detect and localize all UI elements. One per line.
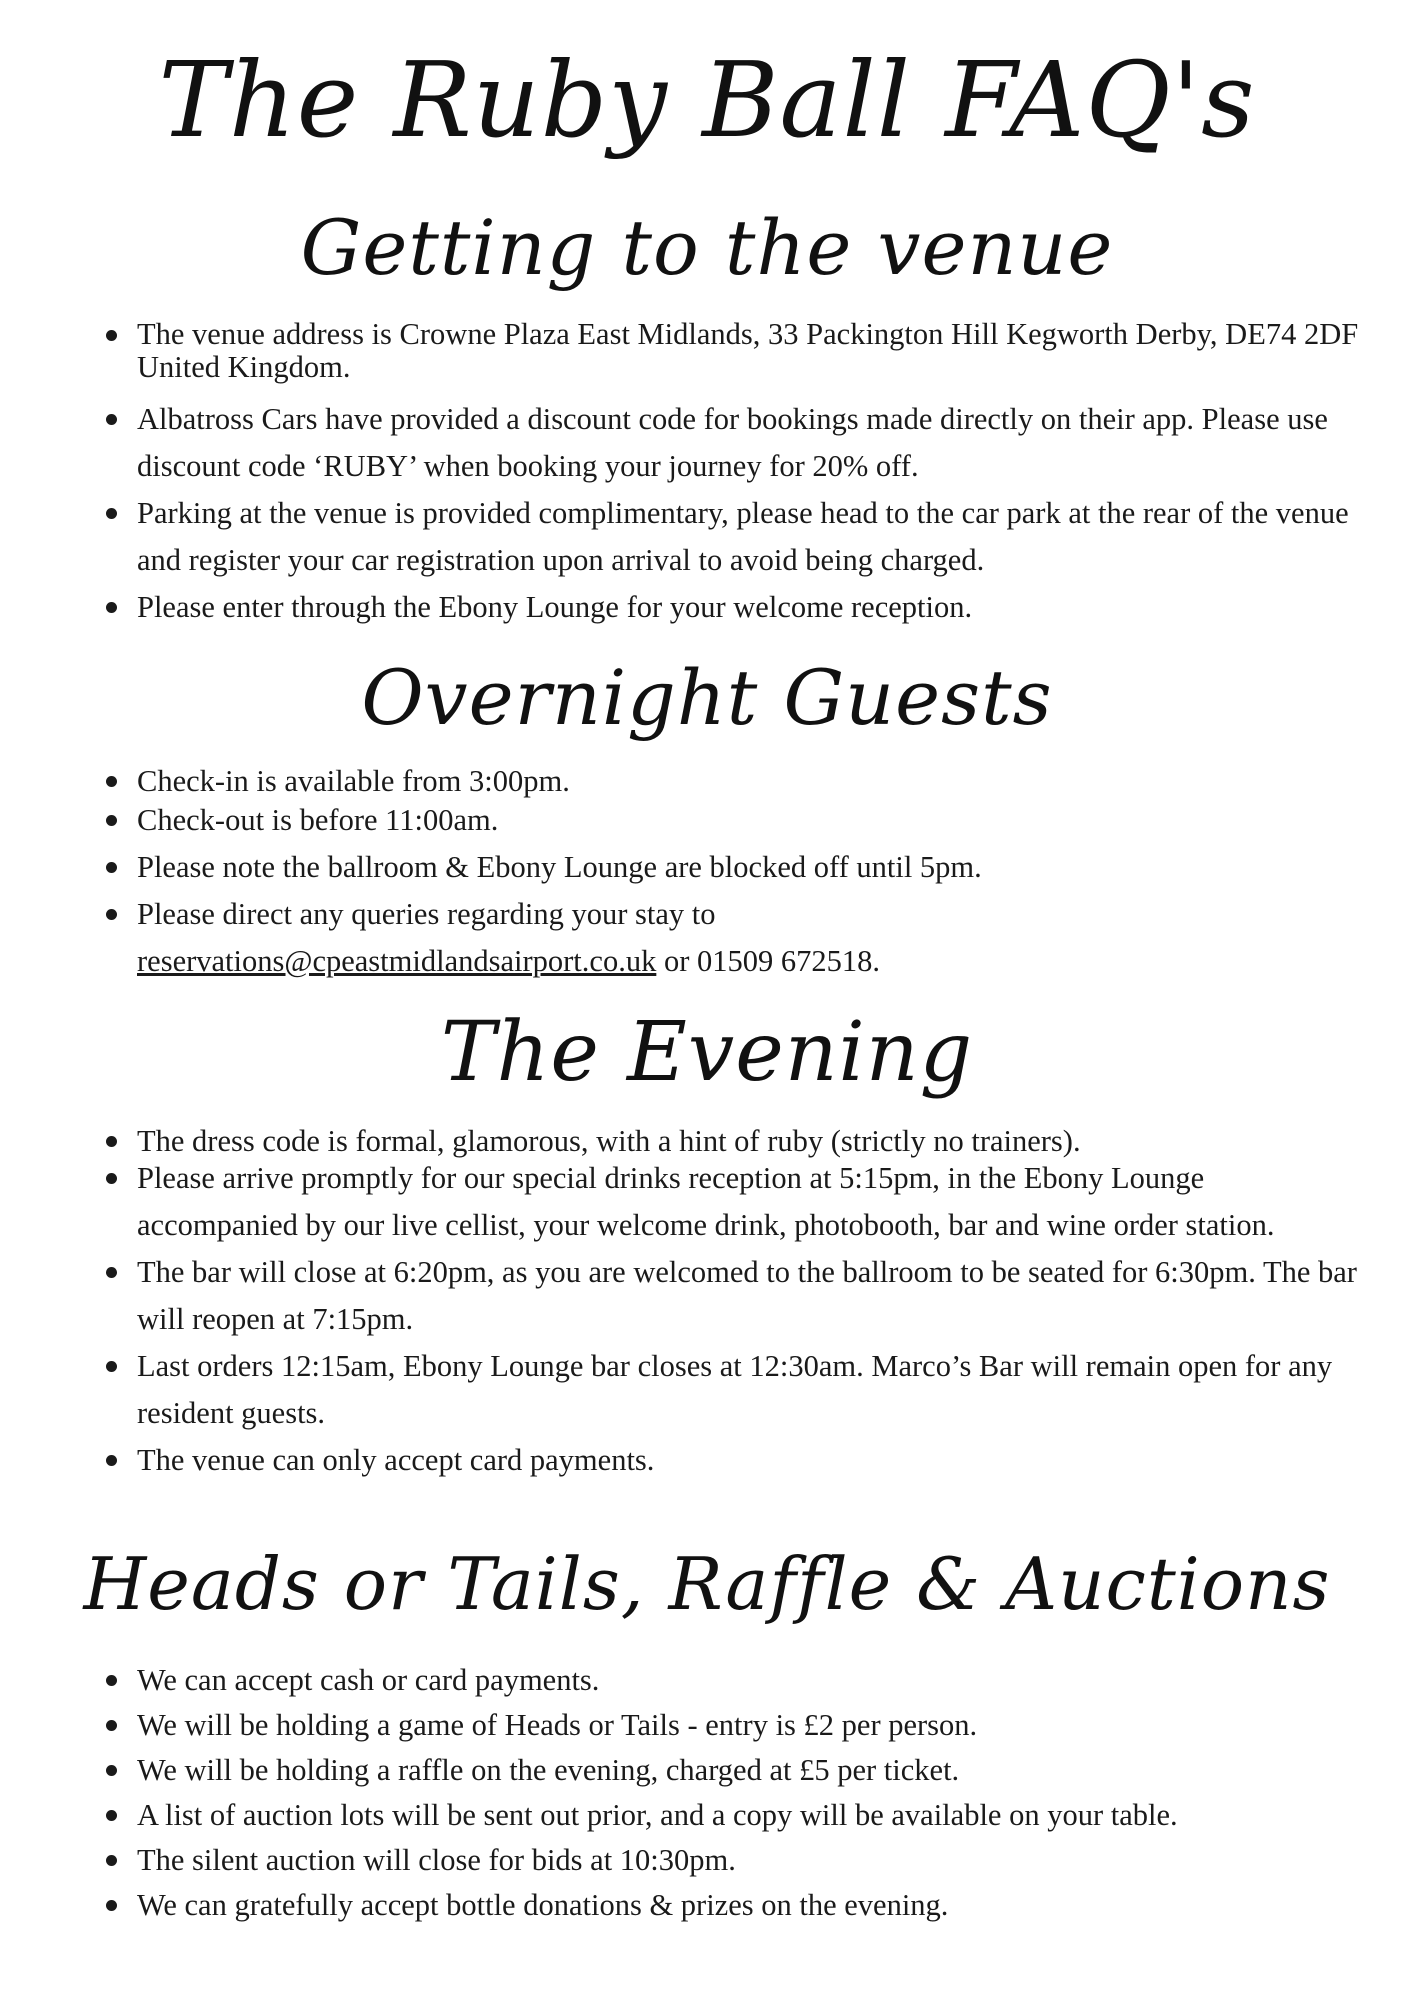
bullet-icon xyxy=(106,909,117,920)
list-item xyxy=(0,1703,1414,1748)
list-item-text: Check-out is before 11:00am. xyxy=(137,803,499,837)
the-evening-list xyxy=(0,1118,1414,1484)
list-item xyxy=(0,844,1414,891)
section-heading-getting-to-venue: Getting to the venue xyxy=(300,203,1114,292)
bullet-icon xyxy=(106,602,117,613)
page-title: The Ruby Ball FAQ's xyxy=(158,39,1256,161)
bullet-icon xyxy=(106,1455,117,1466)
list-item-text: Parking at the venue is provided complimentary, please head to the car park at the rear of the venue and register your car registration upon arrival to avoid being charged. xyxy=(137,496,1349,577)
bullet-icon xyxy=(106,1361,117,1372)
reservations-email-link[interactable]: reservations@cpeastmidlandsairport.co.uk xyxy=(137,944,657,978)
list-item xyxy=(0,318,1414,384)
list-item xyxy=(0,1437,1414,1484)
bullet-icon xyxy=(106,1173,117,1184)
section-heading-overnight-guests: Overnight Guests xyxy=(361,653,1053,742)
bullet-icon xyxy=(106,1267,117,1278)
list-item xyxy=(0,396,1414,490)
list-item-text: We can accept cash or card payments. xyxy=(137,1663,600,1697)
bullet-icon xyxy=(106,776,117,787)
list-item xyxy=(0,1748,1414,1793)
list-item-text: Albatross Cars have provided a discount code for bookings made directly on their app. Please use discount code ‘RUBY’ when booking your journey for 20% off. xyxy=(137,402,1328,483)
list-item-text: Last orders 12:15am, Ebony Lounge bar closes at 12:30am. Marco’s Bar will remain open for any resident guests. xyxy=(137,1349,1333,1430)
section-heading-the-evening: The Evening xyxy=(440,1005,974,1100)
bullet-icon xyxy=(106,1720,117,1731)
bullet-icon xyxy=(106,1900,117,1911)
bullet-icon xyxy=(106,414,117,425)
bullet-icon xyxy=(106,815,117,826)
list-item xyxy=(0,490,1414,584)
bullet-icon xyxy=(106,862,117,873)
list-item xyxy=(0,891,1414,985)
list-item xyxy=(0,1793,1414,1838)
list-item xyxy=(0,797,1414,844)
heads-raffle-auctions-list xyxy=(0,1658,1414,1928)
list-item-text: The dress code is formal, glamorous, with a hint of ruby (strictly no trainers). xyxy=(137,1124,1081,1158)
list-item-text: A list of auction lots will be sent out prior, and a copy will be available on your table. xyxy=(137,1798,1178,1832)
list-item xyxy=(0,1658,1414,1703)
bullet-icon xyxy=(106,1675,117,1686)
list-item xyxy=(0,1249,1414,1343)
overnight-guests-list xyxy=(0,758,1414,985)
list-item-text: The venue can only accept card payments. xyxy=(137,1443,655,1477)
list-item-text: Please arrive promptly for our special drinks reception at 5:15pm, in the Ebony Lounge accompanied by our live cellist, your welcome drink, photobooth, bar and wine order station. xyxy=(137,1161,1275,1242)
list-item-text: We will be holding a game of Heads or Tails - entry is £2 per person. xyxy=(137,1708,978,1742)
bullet-icon xyxy=(106,508,117,519)
list-item-text: The bar will close at 6:20pm, as you are welcomed to the ballroom to be seated for 6:30pm. The bar will reopen at 7:15pm. xyxy=(137,1255,1357,1336)
list-item-text: The silent auction will close for bids at 10:30pm. xyxy=(137,1843,736,1877)
bullet-icon xyxy=(106,1765,117,1776)
list-item-text: We will be holding a raffle on the evening, charged at £5 per ticket. xyxy=(137,1753,960,1787)
bullet-icon xyxy=(106,1855,117,1866)
bullet-icon xyxy=(106,1136,117,1147)
section-heading-heads-raffle-auctions: Heads or Tails, Raffle & Auctions xyxy=(83,1542,1331,1626)
bullet-icon xyxy=(106,1810,117,1821)
list-item-text: Please note the ballroom & Ebony Lounge are blocked off until 5pm. xyxy=(137,850,982,884)
list-item xyxy=(0,1883,1414,1928)
list-item-text: The venue address is Crowne Plaza East Midlands, 33 Packington Hill Kegworth Derby, DE74 2DF United Kingdom. xyxy=(137,317,1359,384)
list-item xyxy=(0,1343,1414,1437)
list-item-text: Check-in is available from 3:00pm. xyxy=(137,764,570,798)
list-item xyxy=(0,1838,1414,1883)
phone-number-text: or 01509 672518. xyxy=(656,944,880,978)
list-item-text: We can gratefully accept bottle donations & prizes on the evening. xyxy=(137,1888,949,1922)
list-item xyxy=(0,1155,1414,1249)
getting-to-venue-list xyxy=(0,318,1414,631)
list-item-text: Please enter through the Ebony Lounge for your welcome reception. xyxy=(137,590,973,624)
bullet-icon xyxy=(106,330,117,341)
list-item-text: Please direct any queries regarding your stay to xyxy=(137,897,716,931)
list-item xyxy=(0,584,1414,631)
